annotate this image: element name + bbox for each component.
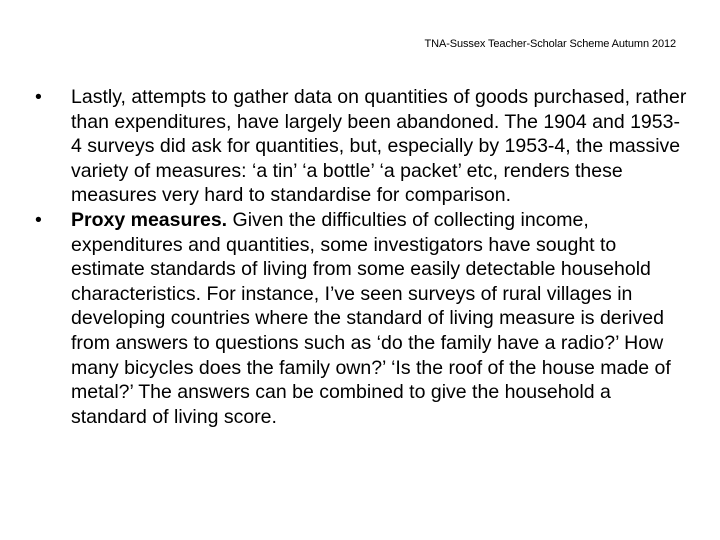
bullet-marker: • [35,208,42,231]
bullet-marker: • [35,86,42,108]
bullet-lead: Proxy measures. [71,208,228,231]
bullet-text: Lastly, attempts to gather data on quantities of goods purchased, rather than expenditures, have largely been abandoned. The 1904 and 1953-4 surveys did ask for quantities, but, especially by 1953-4, the massive variety of measures: ‘a tin’ ‘a bottle’ ‘a packet’ etc, renders these measures very hard to standardise for comparison. [71,86,687,207]
bullet-item-quantities [35,85,690,208]
bullet-text: Given the difficulties of collecting income, expenditures and quantities, some investigators have sought to estimate standards of living from some easily detectable household characteristics. For instance, I’ve seen surveys of rural villages in developing countries where the standard of living measure is derived from answers to questions such as ‘do the family have a radio?’ How many bicycles does the family own?’ ‘Is the roof of the house made of metal?’ The answers can be combined to give the household a standard of living score. [71,208,671,428]
bullet-item-proxy-measures [35,208,690,429]
bullet-list [35,85,690,429]
slide-header: TNA-Sussex Teacher-Scholar Scheme Autumn 2012 [424,38,676,50]
